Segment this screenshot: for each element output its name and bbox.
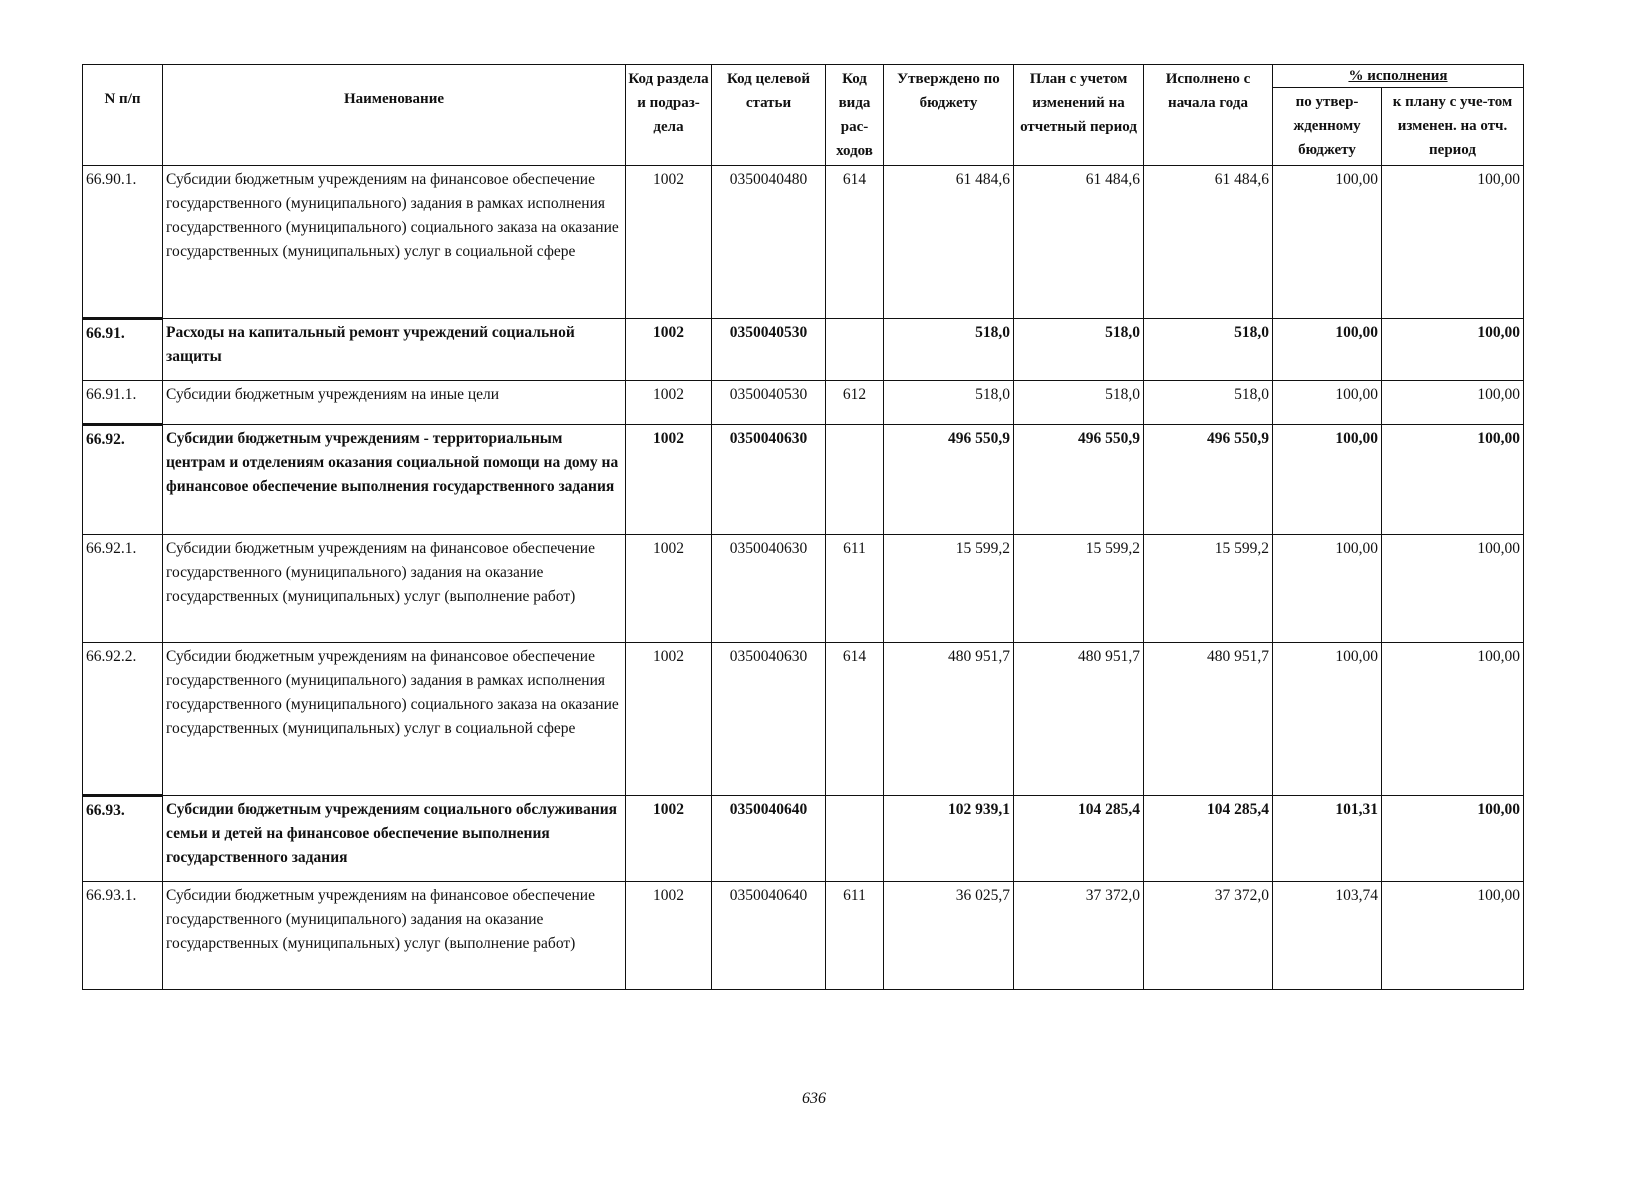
row-plan: 104 285,4 [1014,796,1144,882]
row-expense-code: 612 [826,381,884,425]
row-pct-budget: 100,00 [1273,535,1382,643]
table-row [83,319,1524,381]
header-approved: Утверждено по бюджету [884,65,1014,166]
table-row [83,882,1524,990]
row-number: 66.92.2. [83,643,163,796]
table-row [83,166,1524,319]
row-plan: 496 550,9 [1014,425,1144,535]
row-name: Субсидии бюджетным учреждениям - территориальным центрам и отделениям оказания социальной помощи на дому на финансовое обеспечение выполнения государственного задания [163,425,626,535]
row-target-code: 0350040530 [712,319,826,381]
row-name: Субсидии бюджетным учреждениям на финансовое обеспечение государственного (муниципального) задания в рамках исполнения государственного (муниципального) социального заказа на оказание государственных (муниципальных) услуг в социальной сфере [163,166,626,319]
row-name: Субсидии бюджетным учреждениям социального обслуживания семьи и детей на финансовое обеспечение выполнения государственного задания [163,796,626,882]
row-name: Субсидии бюджетным учреждениям на иные цели [163,381,626,425]
row-executed: 518,0 [1144,319,1273,381]
table-row [83,381,1524,425]
table-row [83,425,1524,535]
row-target-code: 0350040630 [712,535,826,643]
row-expense-code: 611 [826,882,884,990]
row-pct-budget: 101,31 [1273,796,1382,882]
row-executed: 496 550,9 [1144,425,1273,535]
row-plan: 61 484,6 [1014,166,1144,319]
row-section-code: 1002 [626,796,712,882]
row-executed: 15 599,2 [1144,535,1273,643]
row-section-code: 1002 [626,425,712,535]
header-target-code: Код целевой статьи [712,65,826,166]
row-expense-code: 614 [826,166,884,319]
row-section-code: 1002 [626,882,712,990]
row-expense-code [826,319,884,381]
row-approved: 102 939,1 [884,796,1014,882]
row-number: 66.91.1. [83,381,163,425]
row-expense-code: 611 [826,535,884,643]
row-section-code: 1002 [626,643,712,796]
row-plan: 518,0 [1014,381,1144,425]
row-section-code: 1002 [626,535,712,643]
header-num: N п/п [83,65,163,166]
row-executed: 104 285,4 [1144,796,1273,882]
row-expense-code [826,425,884,535]
table-body [83,166,1524,990]
header-plan: План с учетом изменений на отчетный период [1014,65,1144,166]
page-number: 636 [802,1090,826,1107]
row-pct-budget: 103,74 [1273,882,1382,990]
row-number: 66.93. [83,796,163,882]
row-name: Субсидии бюджетным учреждениям на финансовое обеспечение государственного (муниципального) задания на оказание государственных (муниципальных) услуг (выполнение работ) [163,535,626,643]
row-number: 66.90.1. [83,166,163,319]
row-plan: 480 951,7 [1014,643,1144,796]
row-approved: 518,0 [884,381,1014,425]
table-row [83,796,1524,882]
row-approved: 36 025,7 [884,882,1014,990]
header-pct-group: % исполнения [1273,65,1524,88]
header-name: Наименование [163,65,626,166]
header-executed: Исполнено с начала года [1144,65,1273,166]
row-plan: 15 599,2 [1014,535,1144,643]
row-executed: 518,0 [1144,381,1273,425]
row-target-code: 0350040530 [712,381,826,425]
row-target-code: 0350040630 [712,425,826,535]
row-pct-budget: 100,00 [1273,425,1382,535]
row-pct-plan: 100,00 [1382,166,1524,319]
row-target-code: 0350040640 [712,882,826,990]
row-target-code: 0350040630 [712,643,826,796]
row-pct-budget: 100,00 [1273,381,1382,425]
header-section-code: Код раздела и подраз-дела [626,65,712,166]
row-expense-code: 614 [826,643,884,796]
row-pct-plan: 100,00 [1382,643,1524,796]
row-plan: 518,0 [1014,319,1144,381]
row-pct-plan: 100,00 [1382,535,1524,643]
row-target-code: 0350040480 [712,166,826,319]
row-approved: 61 484,6 [884,166,1014,319]
row-section-code: 1002 [626,319,712,381]
row-name: Субсидии бюджетным учреждениям на финансовое обеспечение государственного (муниципального) задания на оказание государственных (муниципальных) услуг (выполнение работ) [163,882,626,990]
row-expense-code [826,796,884,882]
row-section-code: 1002 [626,381,712,425]
row-number: 66.93.1. [83,882,163,990]
row-pct-budget: 100,00 [1273,319,1382,381]
header-pct-plan: к плану с уче-том изменен. на отч. период [1382,88,1524,166]
row-executed: 37 372,0 [1144,882,1273,990]
row-pct-plan: 100,00 [1382,381,1524,425]
row-pct-budget: 100,00 [1273,643,1382,796]
row-approved: 15 599,2 [884,535,1014,643]
row-pct-plan: 100,00 [1382,882,1524,990]
row-approved: 518,0 [884,319,1014,381]
row-executed: 61 484,6 [1144,166,1273,319]
row-pct-plan: 100,00 [1382,796,1524,882]
budget-table [82,64,1524,990]
row-number: 66.92. [83,425,163,535]
row-approved: 480 951,7 [884,643,1014,796]
row-section-code: 1002 [626,166,712,319]
row-name: Субсидии бюджетным учреждениям на финансовое обеспечение государственного (муниципального) задания в рамках исполнения государственного (муниципального) социального заказа на оказание государственных (муниципальных) услуг в социальной сфере [163,643,626,796]
row-pct-plan: 100,00 [1382,425,1524,535]
row-target-code: 0350040640 [712,796,826,882]
table-row [83,535,1524,643]
header-expense-code: Код вида рас-ходов [826,65,884,166]
row-pct-plan: 100,00 [1382,319,1524,381]
table-row [83,643,1524,796]
row-pct-budget: 100,00 [1273,166,1382,319]
row-plan: 37 372,0 [1014,882,1144,990]
row-number: 66.92.1. [83,535,163,643]
row-approved: 496 550,9 [884,425,1014,535]
header-pct-budget: по утвер-жденному бюджету [1273,88,1382,166]
row-name: Расходы на капитальный ремонт учреждений социальной защиты [163,319,626,381]
row-number: 66.91. [83,319,163,381]
row-executed: 480 951,7 [1144,643,1273,796]
